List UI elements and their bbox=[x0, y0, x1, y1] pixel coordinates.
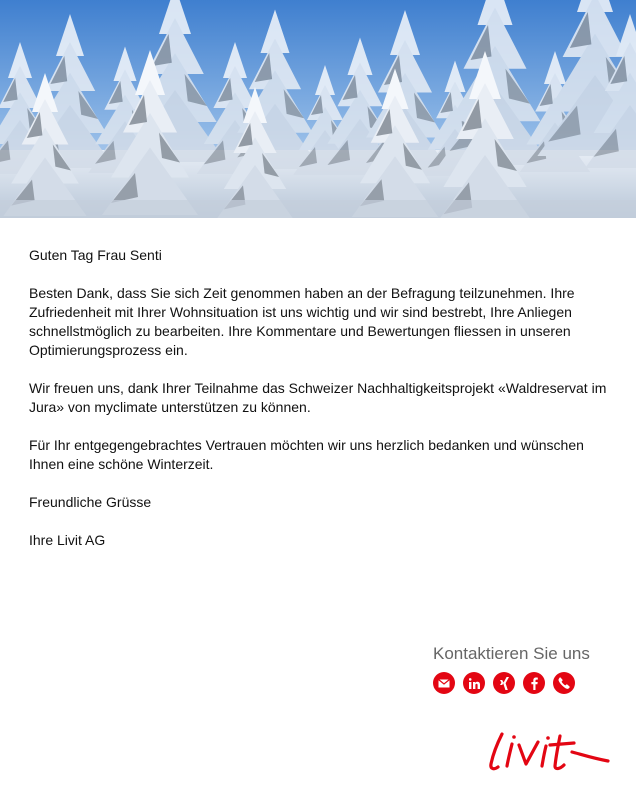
header-banner-image bbox=[0, 0, 636, 218]
closing: Freundliche Grüsse bbox=[29, 494, 152, 510]
facebook-icon[interactable] bbox=[523, 672, 545, 694]
paragraph-project: Wir freuen uns, dank Ihrer Teilnahme das Schweizer Nachhaltigkeitsprojekt «Waldreservat im Jura» von myclimate unterstützen zu können. bbox=[29, 380, 607, 415]
email-icon[interactable] bbox=[433, 672, 455, 694]
signature: Ihre Livit AG bbox=[29, 532, 106, 548]
livit-logo bbox=[488, 730, 612, 774]
xing-icon[interactable] bbox=[493, 672, 515, 694]
contact-section bbox=[433, 644, 623, 694]
letter-body bbox=[29, 246, 609, 569]
phone-icon[interactable] bbox=[553, 672, 575, 694]
linkedin-icon[interactable] bbox=[463, 672, 485, 694]
paragraph-thanks: Besten Dank, dass Sie sich Zeit genommen haben an der Befragung teilzunehmen. Ihre Zufriedenheit mit Ihrer Wohnsituation ist uns wichtig und wir sind bestrebt, Ihre Anliegen schnellstmöglich zu bearbeiten. Ihre Kommentare und Bewertungen fliessen in unseren Optimierungsprozess ein. bbox=[29, 285, 575, 358]
paragraph-wishes: Für Ihr entgegengebrachtes Vertrauen möchten wir uns herzlich bedanken und wünschen Ihnen eine schöne Winterzeit. bbox=[29, 437, 584, 472]
contact-title: Kontaktieren Sie uns bbox=[433, 644, 590, 663]
social-links bbox=[433, 672, 623, 694]
salutation: Guten Tag Frau Senti bbox=[29, 247, 162, 263]
